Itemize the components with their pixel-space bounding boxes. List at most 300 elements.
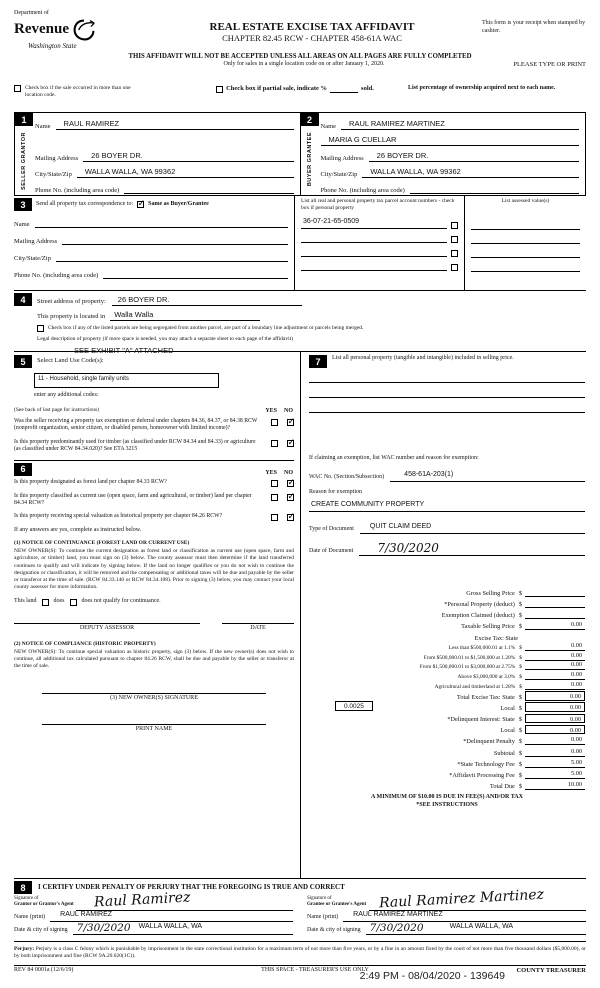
new-owner-signature-block (42, 692, 266, 703)
corr-name-label: Name (14, 221, 30, 228)
tax-line-label: Above $3,000,000 at 3.0% (457, 673, 516, 680)
does-not-checkbox[interactable] (70, 599, 77, 606)
washington-state-label: Washington State (28, 41, 77, 50)
grantee-sig-label-1: Signature of (307, 896, 332, 901)
dollar-sign: $ (519, 664, 522, 671)
buyer-city-value[interactable]: WALLA WALLA, WA 99362 (362, 167, 579, 178)
personal-property-checkbox[interactable] (451, 236, 458, 243)
header-spacer (14, 61, 142, 69)
dept-of-label: Department of (14, 10, 49, 16)
grantor-city-value[interactable]: WALLA WALLA, WA (135, 923, 293, 935)
seller-fields (33, 113, 300, 195)
revenue-row (14, 18, 142, 42)
parcel-row (301, 215, 458, 229)
yes-no-checkboxes (271, 479, 294, 487)
no-checkbox[interactable] (287, 480, 294, 487)
buyer-mail-value[interactable]: 26 BOYER DR. (369, 151, 579, 162)
rev-number: REV 84 0001a (12/6/19) (14, 967, 74, 973)
grantor-name-label: Name (print) (14, 914, 46, 921)
seller-phone-row (35, 178, 294, 194)
buyer-phone-row (321, 178, 580, 194)
correspondence-header (14, 198, 288, 211)
yes-no-checkboxes (271, 513, 294, 521)
correspondence-column (14, 196, 294, 290)
form-subtitle: CHAPTER 82.45 RCW - CHAPTER 458-61A WAC (222, 33, 402, 43)
buyer-side-label: BUYER GRANTEE (306, 132, 313, 187)
grantor-signature-block (14, 889, 293, 911)
s5-no-label: NO (284, 407, 293, 414)
s6-yes-label: YES (265, 469, 277, 476)
seller-phone-value[interactable] (124, 183, 293, 194)
assessed-value-line[interactable] (471, 230, 580, 244)
dollar-sign: $ (519, 683, 522, 690)
buyer-name2-row (321, 130, 580, 146)
notice2-body: NEW OWNER(S): To continue special valuation as historic property, sign (3) below. If the new owner(s) does not wish to continue, all additional tax calculated pursuant to chapter 84.26 RCW, shall be due and payable by the seller or transferor at the time of sale. (14, 648, 294, 670)
buyer-city-row (321, 162, 580, 178)
yes-no-checkboxes (271, 439, 294, 454)
no-checkbox[interactable] (287, 440, 294, 447)
cashier-timestamp: 2:49 PM - 08/04/2020 - 139649 (359, 970, 505, 982)
question-text: Is this property designated as forest land per chapter 84.33 RCW? (14, 478, 167, 485)
deputy-assessor-row (14, 622, 294, 633)
parties-container (14, 112, 586, 196)
corr-phone-value[interactable] (103, 268, 288, 279)
question-text: Was the seller receiving a property tax exemption or deferral under chapters 84.36, 84.37, or 84.38 RCW (nonprofit organization, senior citizen, or disabled person, homeowner with limited income)? (14, 417, 258, 432)
reason-value[interactable]: CREATE COMMUNITY PROPERTY (309, 500, 585, 512)
tax-line-label: Local (500, 727, 515, 735)
see-instructions-note: *SEE INSTRUCTIONS (416, 801, 478, 808)
buyer-name-label: Name (320, 123, 337, 130)
corr-city-value[interactable] (56, 251, 288, 262)
personal-property-blank-2[interactable] (309, 383, 585, 398)
tax-line-value[interactable]: 5.00 (525, 759, 585, 768)
parcel-row (301, 243, 458, 257)
corr-mail-value[interactable] (62, 234, 288, 245)
tax-line (309, 586, 585, 597)
deputy-date-block (222, 622, 294, 633)
continuance-row (14, 598, 294, 606)
tax-line (309, 680, 585, 690)
tax-line-value[interactable]: 0.00 (525, 702, 585, 712)
tax-line-value[interactable]: 0.00 (525, 621, 585, 630)
header-sub-row (14, 61, 586, 69)
see-back-row (14, 407, 294, 414)
dollar-sign: $ (518, 738, 522, 746)
grantor-name-value[interactable]: RAUL RAMIREZ (50, 911, 293, 922)
question-row (14, 479, 294, 487)
tax-line-label: *Delinquent Interest: State (447, 716, 515, 724)
parcel-list (301, 215, 458, 271)
seller-section (15, 113, 301, 195)
section-7 (301, 352, 586, 878)
section-6 (14, 460, 294, 734)
buyer-section (301, 113, 586, 195)
no-checkbox[interactable] (287, 494, 294, 501)
segregated-row (37, 325, 586, 332)
seller-city-row (35, 162, 294, 178)
notice1-body: NEW OWNER(S): To continue the current designation as forest land or classification as current use (open space, farm and agriculture, or timber) land, you must sign on (3) below. The county assessor must then determine if the land transferred continues to qualify and will indicate by signing below. If the land no longer qualifies or you do not wish to continue the designation or classification, it will be removed and the compensating or additional taxes will be due and payable by the seller or transferor at the time of sale. (RCW 84.33.140 or RCW 84.34.108). Prior to signing (3) below, you may contact your local county assessor for more information. (14, 548, 294, 591)
document-date-row (309, 538, 585, 556)
grantor-date-value[interactable]: 7/30/2020 (73, 922, 135, 935)
section-4 (14, 291, 586, 356)
grantor-date-label: Date & city of signing (14, 927, 68, 934)
dollar-sign: $ (518, 760, 522, 768)
question-row (14, 439, 294, 454)
section-8-badge: 8 (14, 881, 32, 894)
seller-name-value[interactable]: RAUL RAMIREZ (56, 119, 294, 130)
minimum-due-note: A MINIMUM OF $10.00 IS DUE IN FEE(S) AND/OR TAX (371, 794, 523, 801)
tax-line-value[interactable]: 0.00 (525, 691, 585, 701)
form-header (14, 10, 586, 69)
wac-value[interactable]: 458-61A-203(1) (390, 471, 585, 482)
new-owner-signature-line[interactable] (42, 692, 266, 694)
question-text: Is this property predominantly used for timber (as classified under RCW 84.34 and 84.33) or agriculture (as classified under RCW 84.34.020)? See ETA 3215 (14, 438, 256, 453)
multi-location-label: Check box if the sale occurred in more than one location code. (25, 85, 131, 99)
dor-logo-block (14, 10, 142, 51)
partial-sale-checkbox[interactable] (216, 86, 223, 93)
buyer-name-value[interactable]: RAUL RAMIREZ MARTINEZ (341, 119, 579, 130)
land-use-header (14, 355, 294, 368)
section6-header (14, 463, 294, 476)
grantee-signature: Raul Ramirez Martinez (378, 886, 545, 912)
tax-line-label: *Delinquent Penalty (463, 738, 515, 746)
document-type-label: Type of Document (309, 525, 354, 532)
treasurer-space-label: THIS SPACE - TREASURER'S USE ONLY (261, 967, 369, 973)
grantor-date-block (14, 922, 293, 935)
left-column (14, 352, 301, 878)
dollar-sign: $ (518, 772, 522, 779)
seller-city-value[interactable]: WALLA WALLA, WA 99362 (77, 167, 294, 178)
tax-line (309, 651, 585, 661)
tax-line-label: Gross Selling Price (466, 589, 515, 597)
send-correspondence-label: Send all property tax correspondence to: (36, 200, 134, 207)
dollar-sign: $ (518, 727, 522, 735)
dollar-sign: $ (518, 783, 522, 791)
date-city-row (14, 922, 586, 935)
dollar-sign: $ (518, 623, 522, 631)
personal-property-blank-1[interactable] (309, 368, 585, 383)
parcel-column (294, 196, 464, 290)
section-4-badge: 4 (14, 293, 32, 306)
corr-name-value[interactable] (35, 217, 288, 228)
grantee-name-block (307, 911, 586, 922)
same-as-buyer-label: Same as Buyer/Grantee (148, 200, 209, 207)
grantee-date-label: Date & city of signing (307, 927, 361, 934)
this-land-label: This land (14, 598, 37, 605)
deputy-date-label: DATE (250, 624, 266, 631)
partial-sale-percent-blank[interactable] (330, 85, 358, 93)
buyer-city-label: City/State/Zip (320, 171, 358, 178)
buyer-fields (319, 113, 586, 195)
corr-city-label: City/State/Zip (14, 255, 51, 262)
street-address-label: Street address of property: (37, 297, 106, 305)
grantee-city-value[interactable]: WALLA WALLA, WA (436, 923, 586, 935)
dollar-sign: $ (519, 654, 522, 661)
corr-phone-label: Phone No. (including area code) (14, 272, 99, 279)
dollar-sign: $ (519, 673, 522, 680)
tax-line-value[interactable]: 0.00 (525, 671, 585, 680)
perjury-body: Perjury is a class C felony which is punishable by imprisonment in the state correctional institution for a maximum term of not more than five years, or by a fine in an amount fixed by the court of not more than five thousand dollars ($5,000.00), or by both imprisonment and fine (RCW 9A.20.020(1C)). (14, 946, 586, 960)
parcel-number-value[interactable] (301, 246, 447, 257)
deputy-assessor-block (14, 622, 200, 633)
tax-line-value[interactable]: 5.00 (525, 770, 585, 779)
tax-line-value[interactable]: 0.00 (525, 725, 585, 735)
segregated-checkbox[interactable] (37, 325, 44, 332)
dollar-sign: $ (518, 589, 522, 597)
question-row (14, 493, 294, 508)
seller-name2-row (35, 130, 294, 146)
single-location-note: Only for sales in a single location code on or after January 1, 2020. (223, 60, 385, 67)
seller-mail-value[interactable]: 26 BOYER DR. (83, 151, 293, 162)
corr-city-row (14, 245, 288, 262)
deputy-date-line[interactable] (222, 622, 294, 624)
yes-checkbox[interactable] (271, 480, 278, 487)
assessed-list (471, 216, 580, 272)
corr-phone-row (14, 262, 288, 279)
revenue-wordmark: Revenue (14, 21, 69, 38)
tax-line (309, 597, 585, 608)
street-address-row (14, 293, 586, 306)
yes-checkbox[interactable] (271, 494, 278, 501)
tax-line (309, 712, 585, 723)
section5-questions (14, 418, 294, 454)
grantor-signature: Raul Ramirez (93, 889, 191, 911)
receipt-note: This form is your receipt when stamped by cashier. (482, 20, 586, 34)
tax-line-label: Excise Tax: State (474, 634, 518, 642)
tax-line (309, 757, 585, 768)
ownership-note: List percentage of ownership acquired next to each name. (408, 85, 556, 91)
tax-line-label: Subtotal (493, 749, 515, 757)
parcel-number-value[interactable]: 36-07-21-65-0509 (301, 218, 447, 229)
personal-property-label: List all personal property (tangible and intangible) included in selling price. (332, 355, 514, 361)
dollar-sign: $ (518, 749, 522, 757)
no-checkbox[interactable] (287, 514, 294, 521)
tax-line-value[interactable]: 10.00 (525, 781, 585, 790)
buyer-phone-label: Phone No. (including area code) (320, 187, 405, 194)
tax-line (309, 723, 585, 734)
corr-mail-row (14, 228, 288, 245)
s6-no-label: NO (284, 469, 293, 476)
does-label: does (53, 598, 65, 605)
additional-codes-label: enter any additional codes: (34, 392, 99, 398)
section-8 (14, 878, 586, 942)
tax-line-label: Total Due (489, 783, 515, 791)
tax-line (309, 661, 585, 671)
grantee-sig-label-2: Grantee or Grantee's Agent (307, 902, 367, 908)
grantee-date-value[interactable]: 7/30/2020 (366, 922, 436, 935)
yes-no-checkboxes (271, 418, 294, 433)
tax-line-label: From $1,500,000.01 to $3,000,000 at 2.75% (419, 664, 516, 671)
personal-property-blank-3[interactable] (309, 398, 585, 413)
question-row (14, 513, 294, 521)
multi-location-checkbox[interactable] (14, 85, 21, 92)
grantor-sig-label (14, 896, 76, 911)
grantor-sig-label-1: Signature of (14, 896, 39, 901)
please-type-print: PLEASE TYPE OR PRINT (513, 60, 586, 68)
no-checkbox[interactable] (287, 419, 294, 426)
section-3-badge: 3 (14, 198, 32, 211)
grantor-name-block (14, 911, 293, 922)
section-5 (14, 355, 294, 454)
dollar-sign: $ (518, 704, 522, 712)
assessed-column (464, 196, 586, 290)
tax-line-value[interactable]: 0.00 (525, 714, 585, 724)
revenue-logo-swirl (71, 18, 97, 42)
personal-property-checkbox[interactable] (451, 250, 458, 257)
parcel-row (301, 229, 458, 243)
section6-questions (14, 479, 294, 522)
seller-name2-value[interactable] (40, 135, 294, 146)
corr-name-row (14, 211, 288, 228)
partial-sale-sold-label: sold. (361, 85, 374, 92)
tax-line-value[interactable]: 0.00 (525, 736, 585, 745)
question-text: Is this property classified as current use (open space, farm and agricultural, or timber) land per chapter 84.34 RCW? (14, 492, 252, 506)
tax-line (309, 690, 585, 701)
tax-line (309, 701, 585, 712)
section-6-badge: 6 (14, 463, 32, 476)
tax-line-label: Exemption Claimed (deduct) (441, 612, 515, 620)
multi-location-group (14, 85, 182, 99)
notice2-title: (2) NOTICE OF COMPLIANCE (HISTORIC PROPERTY) (14, 640, 156, 647)
tax-line-label: Less than $500,000.01 at 1.1% (448, 645, 516, 652)
certify-statement: I CERTIFY UNDER PENALTY OF PERJURY THAT THE FOREGOING IS TRUE AND CORRECT (38, 882, 345, 891)
seller-phone-label: Phone No. (including area code) (35, 187, 120, 194)
sale-checkbox-row (14, 85, 586, 99)
question-row (14, 418, 294, 433)
parcel-number-value[interactable] (301, 232, 447, 243)
land-use-label: Select Land Use Code(s): (37, 357, 104, 365)
tax-line (309, 745, 585, 756)
tax-line (309, 642, 585, 652)
deputy-signature-line[interactable] (14, 622, 200, 624)
assessed-value-line[interactable] (471, 216, 580, 230)
yes-checkbox[interactable] (271, 440, 278, 447)
print-name-label: PRINT NAME (135, 726, 173, 733)
located-value[interactable]: Walla Walla (110, 310, 260, 321)
grantee-sig-label (307, 896, 369, 911)
if-any-note: If any answers are yes, complete as instructed below. (14, 527, 142, 534)
tax-line-value[interactable]: 0.00 (525, 748, 585, 757)
tax-line-label: *State Technology Fee (457, 760, 515, 768)
tax-line (309, 734, 585, 745)
buyer-phone-value[interactable] (410, 183, 579, 194)
wac-row (309, 471, 585, 482)
tax-line-label: Total Excise Tax: State (456, 693, 515, 701)
title-block (142, 10, 482, 51)
header-top-row (14, 10, 586, 51)
document-type-value[interactable]: QUIT CLAIM DEED (360, 523, 585, 534)
section-2-badge: 2 (301, 113, 319, 126)
grantee-name-label: Name (print) (307, 914, 339, 921)
personal-property-header (309, 355, 585, 368)
seller-side-strip (15, 113, 33, 195)
notice1-title: (1) NOTICE OF CONTINUANCE (FOREST LAND OR CURRENT USE) (14, 540, 190, 547)
tax-line-label: *Personal Property (deduct) (444, 600, 515, 608)
assessed-value-line[interactable] (471, 244, 580, 258)
buyer-side-strip (301, 113, 319, 195)
document-type-row (309, 523, 585, 534)
located-row (37, 310, 586, 321)
document-date-label: Date of Document (309, 547, 354, 554)
dollar-sign: $ (518, 600, 522, 608)
dollar-sign: $ (519, 645, 522, 652)
grantee-signature-block (307, 886, 586, 912)
located-label: This property is located in (37, 312, 106, 320)
print-name-line[interactable] (42, 723, 266, 725)
land-use-code-box[interactable]: 11 - Household, single family units (34, 373, 219, 388)
street-address-value[interactable]: 26 BOYER DR. (112, 295, 302, 306)
print-name-row (14, 911, 586, 922)
local-rate-box: 0.0025 (335, 701, 373, 711)
tax-line-label: *Affidavit Processing Fee (449, 772, 515, 779)
print-name-block (42, 723, 266, 734)
seller-mail-label: Mailing Address (35, 155, 79, 162)
tax-line (309, 779, 585, 790)
tax-line-value[interactable]: 0.00 (525, 642, 585, 651)
grantee-name-value[interactable]: RAUL RAMIREZ MARTINEZ (343, 911, 586, 922)
s5-yes-label: YES (265, 407, 277, 414)
personal-property-checkbox[interactable] (451, 264, 458, 271)
question-text: Is this property receiving special valuation as historical property per chapter 84.26 RCW? (14, 513, 223, 520)
parcel-number-value[interactable] (301, 260, 447, 271)
section-3 (14, 196, 586, 291)
county-treasurer-label: COUNTY TREASURER (516, 967, 586, 974)
buyer-name-row (321, 114, 580, 130)
seller-name-label: Name (35, 123, 51, 130)
buyer-name2-value[interactable]: MARIA G CUELLAR (321, 135, 580, 146)
does-checkbox[interactable] (42, 599, 49, 606)
same-as-buyer-checkbox[interactable] (137, 201, 144, 208)
segregated-label: Check box if any of the listed parcels are being segregated from another parcel, are part of a boundary line adjustment or parcels being merged. (48, 325, 364, 331)
tax-line (309, 670, 585, 680)
see-back-label: (See back of last page for instructions) (14, 406, 99, 413)
tax-line (309, 630, 585, 641)
section-7-badge: 7 (309, 355, 327, 368)
personal-property-checkbox[interactable] (451, 222, 458, 229)
legal-description-label: Legal description of property (if more space is needed, you may attach a separate sheet to each page of the affidavit) (37, 336, 293, 343)
partial-sale-label: Check box if partial sale, indicate % (226, 85, 328, 92)
section-5-badge: 5 (14, 355, 32, 368)
dollar-sign: $ (518, 716, 522, 724)
tax-line (309, 619, 585, 630)
yes-checkbox[interactable] (271, 514, 278, 521)
assessed-value-line[interactable] (471, 258, 580, 272)
seller-mail-row (35, 146, 294, 162)
partial-sale-group (182, 85, 408, 93)
tax-line-value[interactable]: 0.00 (525, 652, 585, 661)
tax-line-label: From $500,000.01 to $1,500,000 at 1.28% (423, 654, 516, 661)
seller-name-row (35, 114, 294, 130)
buyer-mail-row (321, 146, 580, 162)
tax-line-value[interactable]: 0.00 (525, 681, 585, 690)
if-claiming-label: If claiming an exemption, list WAC number and reason for exemption: (309, 455, 479, 461)
new-owner-signature-label: (3) NEW OWNER(S) SIGNATURE (110, 695, 198, 702)
tax-line-value[interactable]: 0.00 (525, 661, 585, 670)
yes-no-checkboxes (271, 493, 294, 508)
sale-checkbox-flex (14, 85, 586, 99)
tax-line (309, 608, 585, 619)
reason-label: Reason for exemption (309, 488, 362, 495)
dollar-sign: $ (518, 612, 522, 620)
document-date-value[interactable]: 7/30/2020 (359, 541, 585, 556)
grantor-sig-label-2: Grantor or Grantor's Agent (14, 902, 74, 908)
wac-label: WAC No. (Section/Subsection) (309, 474, 385, 480)
yes-checkbox[interactable] (271, 419, 278, 426)
legal-description-value[interactable]: SEE EXHIBIT "A" ATTACHED (74, 346, 174, 356)
perjury-lead: Perjury: (14, 946, 35, 952)
section-1-badge: 1 (15, 113, 33, 126)
s5-yes-no-header (265, 408, 293, 414)
